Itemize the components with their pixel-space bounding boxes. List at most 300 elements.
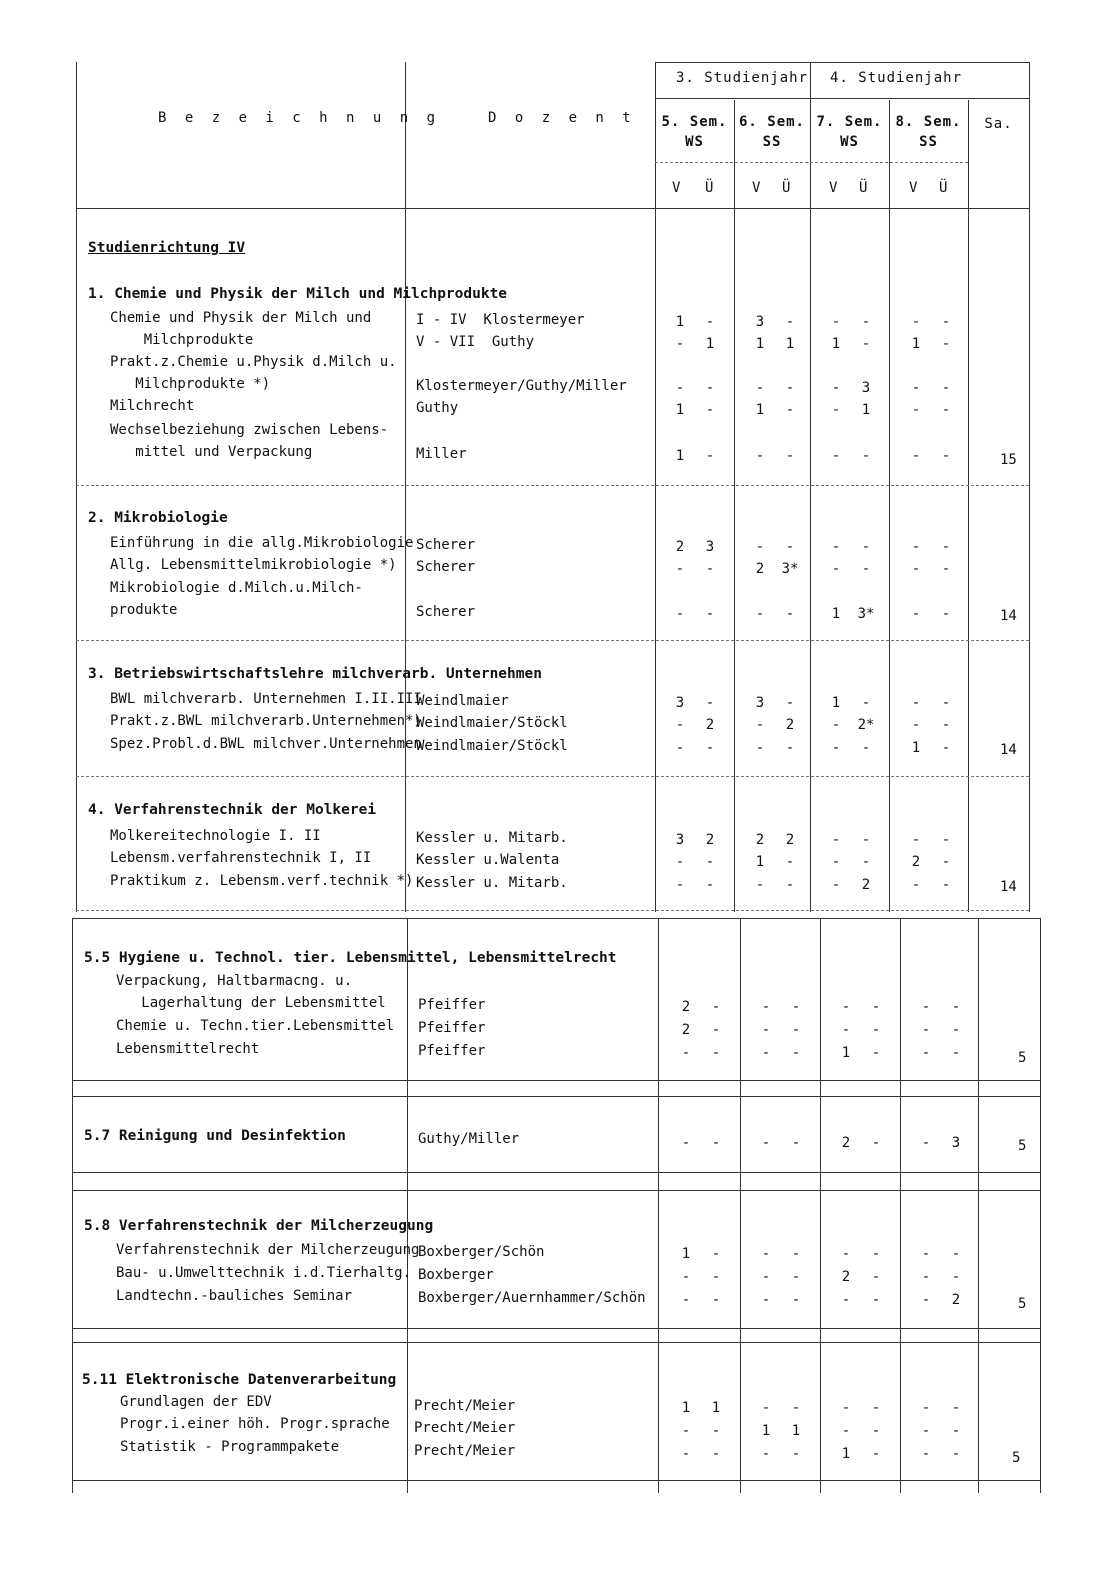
course-dozent: Kessler u.Walenta [416,852,560,868]
hours-cell: - [841,1423,851,1439]
block-top-line [72,1342,1040,1343]
hours-cell: - [705,695,715,711]
hours-cell: - [921,1292,931,1308]
hours-cell: - [951,1423,961,1439]
hours-cell: 1 [761,1423,771,1439]
hours-cell: - [951,1246,961,1262]
column-divider-dozent [405,62,406,912]
hours-cell: 2 [705,717,715,733]
section-title: 5.11 Elektronische Datenverarbeitung [82,1372,397,1388]
hours-cell: 2 [785,832,795,848]
hours-cell: 2 [755,561,765,577]
hours-cell: - [941,877,951,893]
hours-cell: - [791,1269,801,1285]
hours-cell: 1 [681,1400,691,1416]
hours-cell: - [921,999,931,1015]
hours-cell: 2 [841,1269,851,1285]
header-dozent: D o z e n t [488,110,636,126]
course-dozent: Pfeiffer [418,997,486,1013]
hours-cell: - [921,1045,931,1061]
course-name: BWL milchverarb. Unternehmen I.II.III [110,691,422,707]
course-dozent: Scherer [416,559,476,575]
section-total: 5 [1012,1450,1021,1466]
hours-cell: - [871,1400,881,1416]
header-sem-8: 8. Sem. SS [895,114,962,150]
hours-cell: - [785,854,795,870]
header-bezeichnung: B e z e i c h n u n g [158,110,441,126]
block-bottom-line [72,1480,1040,1481]
hours-cell: - [711,1446,721,1462]
hours-cell: - [755,606,765,622]
hours-cell: - [705,877,715,893]
lower-divider-sem5 [658,918,659,1493]
course-dozent: Scherer [416,604,476,620]
block-top-line [72,1190,1040,1191]
hours-cell: - [831,380,841,396]
hours-cell: - [755,539,765,555]
hours-cell: - [791,1246,801,1262]
course-name-cont: produkte [110,602,178,618]
course-dozent: Miller [416,446,467,462]
hours-cell: - [861,832,871,848]
hours-cell: - [941,448,951,464]
hours-cell: - [871,1135,881,1151]
hours-cell: - [941,832,951,848]
hours-cell: - [785,606,795,622]
hours-cell: 1 [841,1446,851,1462]
hours-cell: - [951,1400,961,1416]
header-sa: Sa. [984,116,1013,132]
course-name: Chemie u. Techn.tier.Lebensmittel [116,1018,395,1034]
hours-cell: - [711,1269,721,1285]
column-divider-sem8 [889,100,890,912]
block-bottom-line [72,1080,1040,1081]
lower-divider-sem6 [740,918,741,1493]
hours-cell: - [785,402,795,418]
hours-cell: - [861,539,871,555]
section-title: 2. Mikrobiologie [88,510,228,526]
hours-cell: - [681,1292,691,1308]
column-divider-sem5 [655,62,656,912]
hours-cell: 2 [755,832,765,848]
hours-cell: - [911,606,921,622]
hours-cell: - [711,1292,721,1308]
hours-cell: 1 [911,740,921,756]
table-right-border [1029,62,1030,912]
hours-cell: - [705,854,715,870]
course-name: Landtechn.-bauliches Seminar [116,1288,353,1304]
hours-cell: - [911,561,921,577]
header-u-7: Ü [859,180,869,196]
hours-cell: - [681,1045,691,1061]
hours-cell: - [921,1022,931,1038]
hours-cell: 1 [681,1246,691,1262]
hours-cell: - [785,448,795,464]
course-name: Verfahrenstechnik der Milcherzeugung [116,1242,420,1258]
section-title: 1. Chemie und Physik der Milch und Milchprodukte [88,286,508,302]
hours-cell: - [911,877,921,893]
hours-cell: 2 [675,539,685,555]
hours-cell: - [941,717,951,733]
hours-cell: 3* [857,606,875,622]
hours-cell: - [791,1400,801,1416]
lower-divider-dozent [407,918,408,1493]
hours-cell: - [831,448,841,464]
hours-cell: - [861,740,871,756]
hours-cell: - [911,402,921,418]
hours-cell: 1 [911,336,921,352]
course-dozent: Guthy/Miller [418,1131,520,1147]
hours-cell: - [705,606,715,622]
hours-cell: - [871,1269,881,1285]
course-name: Bau- u.Umwelttechnik i.d.Tierhaltg. [116,1265,412,1281]
section-total: 5 [1018,1138,1027,1154]
section-divider [76,640,1029,641]
hours-cell: 2 [911,854,921,870]
hours-cell: - [705,314,715,330]
hours-cell: - [861,336,871,352]
hours-cell: - [791,1045,801,1061]
header-u-5: Ü [705,180,715,196]
course-name: Molkereitechnologie I. II [110,828,321,844]
course-dozent: Precht/Meier [414,1443,516,1459]
hours-cell: - [755,877,765,893]
header-u-6: Ü [782,180,792,196]
hours-cell: - [941,854,951,870]
course-name: Lebensm.verfahrenstechnik I, II [110,850,372,866]
hours-cell: 1 [705,336,715,352]
hours-cell: 1 [675,402,685,418]
hours-cell: - [911,832,921,848]
hours-cell: - [791,1446,801,1462]
course-name: Chemie und Physik der Milch und [110,310,372,326]
hours-cell: - [711,1423,721,1439]
hours-cell: - [911,448,921,464]
section-total: 14 [1000,742,1017,758]
hours-cell: - [785,314,795,330]
hours-cell: - [921,1400,931,1416]
hours-cell: - [921,1135,931,1151]
hours-cell: - [911,314,921,330]
hours-cell: - [675,561,685,577]
lower-right-border [1040,918,1041,1493]
hours-cell: - [705,448,715,464]
hours-cell: 2 [951,1292,961,1308]
hours-cell: - [785,380,795,396]
course-name: Progr.i.einer höh. Progr.sprache [120,1416,390,1432]
hours-cell: - [921,1269,931,1285]
hours-cell: - [871,999,881,1015]
course-dozent: Weindlmaier/Stöckl [416,715,568,731]
hours-cell: - [791,1022,801,1038]
hours-cell: - [861,561,871,577]
block-bottom-line [72,1172,1040,1173]
header-year-3: 3. Studienjahr [676,70,809,86]
hours-cell: - [675,606,685,622]
hours-cell: - [861,854,871,870]
hours-cell: - [755,448,765,464]
hours-cell: - [841,1292,851,1308]
course-dozent: Guthy [416,400,459,416]
course-dozent: Klostermeyer/Guthy/Miller [416,378,627,394]
course-dozent: Pfeiffer [418,1020,486,1036]
hours-cell: - [861,448,871,464]
hours-cell: - [681,1423,691,1439]
hours-cell: - [941,539,951,555]
hours-cell: 1 [755,854,765,870]
hours-cell: - [831,717,841,733]
hours-cell: - [951,1446,961,1462]
hours-cell: 1 [831,336,841,352]
hours-cell: - [675,740,685,756]
course-name-cont: mittel und Verpackung [110,444,313,460]
header-top-line [655,62,1029,63]
section-divider [76,485,1029,486]
hours-cell: - [941,740,951,756]
hours-cell: - [675,717,685,733]
course-name: Einführung in die allg.Mikrobiologie [110,535,414,551]
course-name: Prakt.z.BWL milchverarb.Unternehmen*) [110,713,422,729]
hours-cell: - [785,695,795,711]
column-divider-sa [968,100,969,912]
hours-cell: - [681,1446,691,1462]
header-v-6: V [752,180,762,196]
hours-cell: - [791,999,801,1015]
hours-cell: - [941,314,951,330]
header-v-8: V [909,180,919,196]
hours-cell: - [761,1022,771,1038]
section-title: 4. Verfahrenstechnik der Molkerei [88,802,377,818]
hours-cell: - [831,402,841,418]
course-dozent: Boxberger/Auernhammer/Schön [418,1290,646,1306]
course-dozent: Precht/Meier [414,1420,516,1436]
hours-cell: - [705,402,715,418]
hours-cell: - [861,695,871,711]
hours-cell: - [831,314,841,330]
hours-cell: - [705,740,715,756]
hours-cell: - [705,380,715,396]
hours-cell: - [705,561,715,577]
hours-cell: - [941,402,951,418]
hours-cell: - [785,539,795,555]
hours-cell: 1 [675,448,685,464]
block-bottom-line [72,1328,1040,1329]
header-year-line [655,98,1029,99]
hours-cell: - [831,832,841,848]
hours-cell: 1 [711,1400,721,1416]
section-total: 5 [1018,1050,1027,1066]
header-v-5: V [672,180,682,196]
hours-cell: - [871,1045,881,1061]
hours-cell: 3 [861,380,871,396]
hours-cell: 3 [675,695,685,711]
column-divider-sem6 [734,100,735,912]
hours-cell: 1 [831,606,841,622]
section-title: 5.8 Verfahrenstechnik der Milcherzeugung [84,1218,434,1234]
hours-cell: - [785,740,795,756]
course-dozent: Boxberger/Schön [418,1244,545,1260]
hours-cell: 2 [681,1022,691,1038]
hours-cell: - [941,380,951,396]
course-dozent: Pfeiffer [418,1043,486,1059]
course-name-cont: Milchprodukte *) [110,376,271,392]
hours-cell: - [711,1045,721,1061]
hours-cell: 1 [755,402,765,418]
hours-cell: - [941,695,951,711]
hours-cell: 2 [841,1135,851,1151]
hours-cell: 1 [675,314,685,330]
hours-cell: - [761,1269,771,1285]
hours-cell: - [761,1246,771,1262]
hours-cell: - [761,1446,771,1462]
section-total: 14 [1000,879,1017,895]
course-name: Wechselbeziehung zwischen Lebens- [110,422,389,438]
hours-cell: - [761,1292,771,1308]
hours-cell: - [871,1423,881,1439]
header-sem-7: 7. Sem. WS [816,114,883,150]
section-divider [76,776,1029,777]
section-divider [76,910,1029,911]
hours-cell: - [761,999,771,1015]
course-name: Spez.Probl.d.BWL milchver.Unternehmen [110,736,422,752]
hours-cell: 3 [705,539,715,555]
hours-cell: - [761,1045,771,1061]
hours-cell: - [871,1292,881,1308]
course-name: Praktikum z. Lebensm.verf.technik *) [110,873,414,889]
column-divider-sem7 [810,62,811,912]
hours-cell: - [841,999,851,1015]
course-name: Milchrecht [110,398,195,414]
hours-cell: 3 [951,1135,961,1151]
header-sem-line [655,162,968,163]
hours-cell: - [921,1423,931,1439]
hours-cell: 1 [785,336,795,352]
studienrichtung-heading: Studienrichtung IV [88,240,246,256]
hours-cell: - [711,1246,721,1262]
course-dozent: Boxberger [418,1267,494,1283]
course-dozent: Weindlmaier/Stöckl [416,738,568,754]
header-v-7: V [829,180,839,196]
block-top-line [72,1096,1040,1097]
course-name: Prakt.z.Chemie u.Physik d.Milch u. [110,354,397,370]
hours-cell: - [791,1135,801,1151]
hours-cell: 2* [857,717,875,733]
hours-cell: - [951,1045,961,1061]
hours-cell: 1 [755,336,765,352]
hours-cell: - [831,740,841,756]
course-dozent: Kessler u. Mitarb. [416,875,568,891]
hours-cell: - [941,606,951,622]
header-sem-5: 5. Sem. WS [661,114,728,150]
hours-cell: - [711,999,721,1015]
hours-cell: - [841,1400,851,1416]
course-name: Statistik - Programmpakete [120,1439,340,1455]
hours-cell: 1 [841,1045,851,1061]
course-name: Lebensmittelrecht [116,1041,260,1057]
hours-cell: - [785,877,795,893]
course-name: Milchprodukte [110,332,254,348]
course-name: Verpackung, Haltbarmacng. u. [116,973,353,989]
hours-cell: - [911,717,921,733]
hours-cell: - [831,539,841,555]
section-total: 5 [1018,1296,1027,1312]
hours-cell: - [831,561,841,577]
course-name: Mikrobiologie d.Milch.u.Milch- [110,580,363,596]
lower-left-border [72,918,73,1493]
hours-cell: - [791,1292,801,1308]
hours-cell: 3 [755,314,765,330]
hours-cell: - [841,1246,851,1262]
hours-cell: - [711,1022,721,1038]
hours-cell: - [675,380,685,396]
hours-cell: 2 [705,832,715,848]
course-name: Allg. Lebensmittelmikrobiologie *) [110,557,397,573]
hours-cell: - [831,854,841,870]
hours-cell: - [755,380,765,396]
hours-cell: 3 [755,695,765,711]
hours-cell: 2 [681,999,691,1015]
hours-cell: - [911,695,921,711]
hours-cell: - [941,336,951,352]
hours-cell: 1 [861,402,871,418]
table-left-border [76,62,77,912]
hours-cell: - [951,1269,961,1285]
lower-divider-sem8 [900,918,901,1493]
hours-cell: - [841,1022,851,1038]
hours-cell: - [911,539,921,555]
header-u-8: Ü [939,180,949,196]
section-title: 3. Betriebswirtschaftslehre milchverarb. Unternehmen [88,666,542,682]
section-total: 15 [1000,452,1017,468]
hours-cell: 3 [675,832,685,848]
section-title: 5.7 Reinigung und Desinfektion [84,1128,346,1144]
hours-cell: - [921,1246,931,1262]
course-dozent: Scherer [416,537,476,553]
header-bottom-line [76,208,1029,209]
hours-cell: - [681,1269,691,1285]
section-title: 5.5 Hygiene u. Technol. tier. Lebensmittel, Lebensmittelrecht [84,950,617,966]
hours-cell: - [941,561,951,577]
hours-cell: 2 [785,717,795,733]
block-top-line [72,918,1040,919]
hours-cell: 1 [791,1423,801,1439]
lower-divider-sa [978,918,979,1493]
hours-cell: - [831,877,841,893]
header-sem-6: 6. Sem. SS [738,114,805,150]
hours-cell: - [871,1022,881,1038]
course-dozent: I - IV Klostermeyer [416,312,585,328]
hours-cell: - [675,877,685,893]
hours-cell: - [761,1135,771,1151]
hours-cell: - [921,1446,931,1462]
course-dozent: Weindlmaier [416,693,509,709]
section-total: 14 [1000,608,1017,624]
course-name-cont: Lagerhaltung der Lebensmittel [116,995,386,1011]
lower-divider-sem7 [820,918,821,1493]
hours-cell: - [871,1246,881,1262]
hours-cell: - [761,1400,771,1416]
hours-cell: - [861,314,871,330]
course-name: Grundlagen der EDV [120,1394,272,1410]
hours-cell: - [675,336,685,352]
hours-cell: - [951,999,961,1015]
course-dozent: V - VII Guthy [416,334,535,350]
hours-cell: - [711,1135,721,1151]
hours-cell: - [755,717,765,733]
hours-cell: - [755,740,765,756]
course-dozent: Precht/Meier [414,1398,516,1414]
hours-cell: 2 [861,877,871,893]
